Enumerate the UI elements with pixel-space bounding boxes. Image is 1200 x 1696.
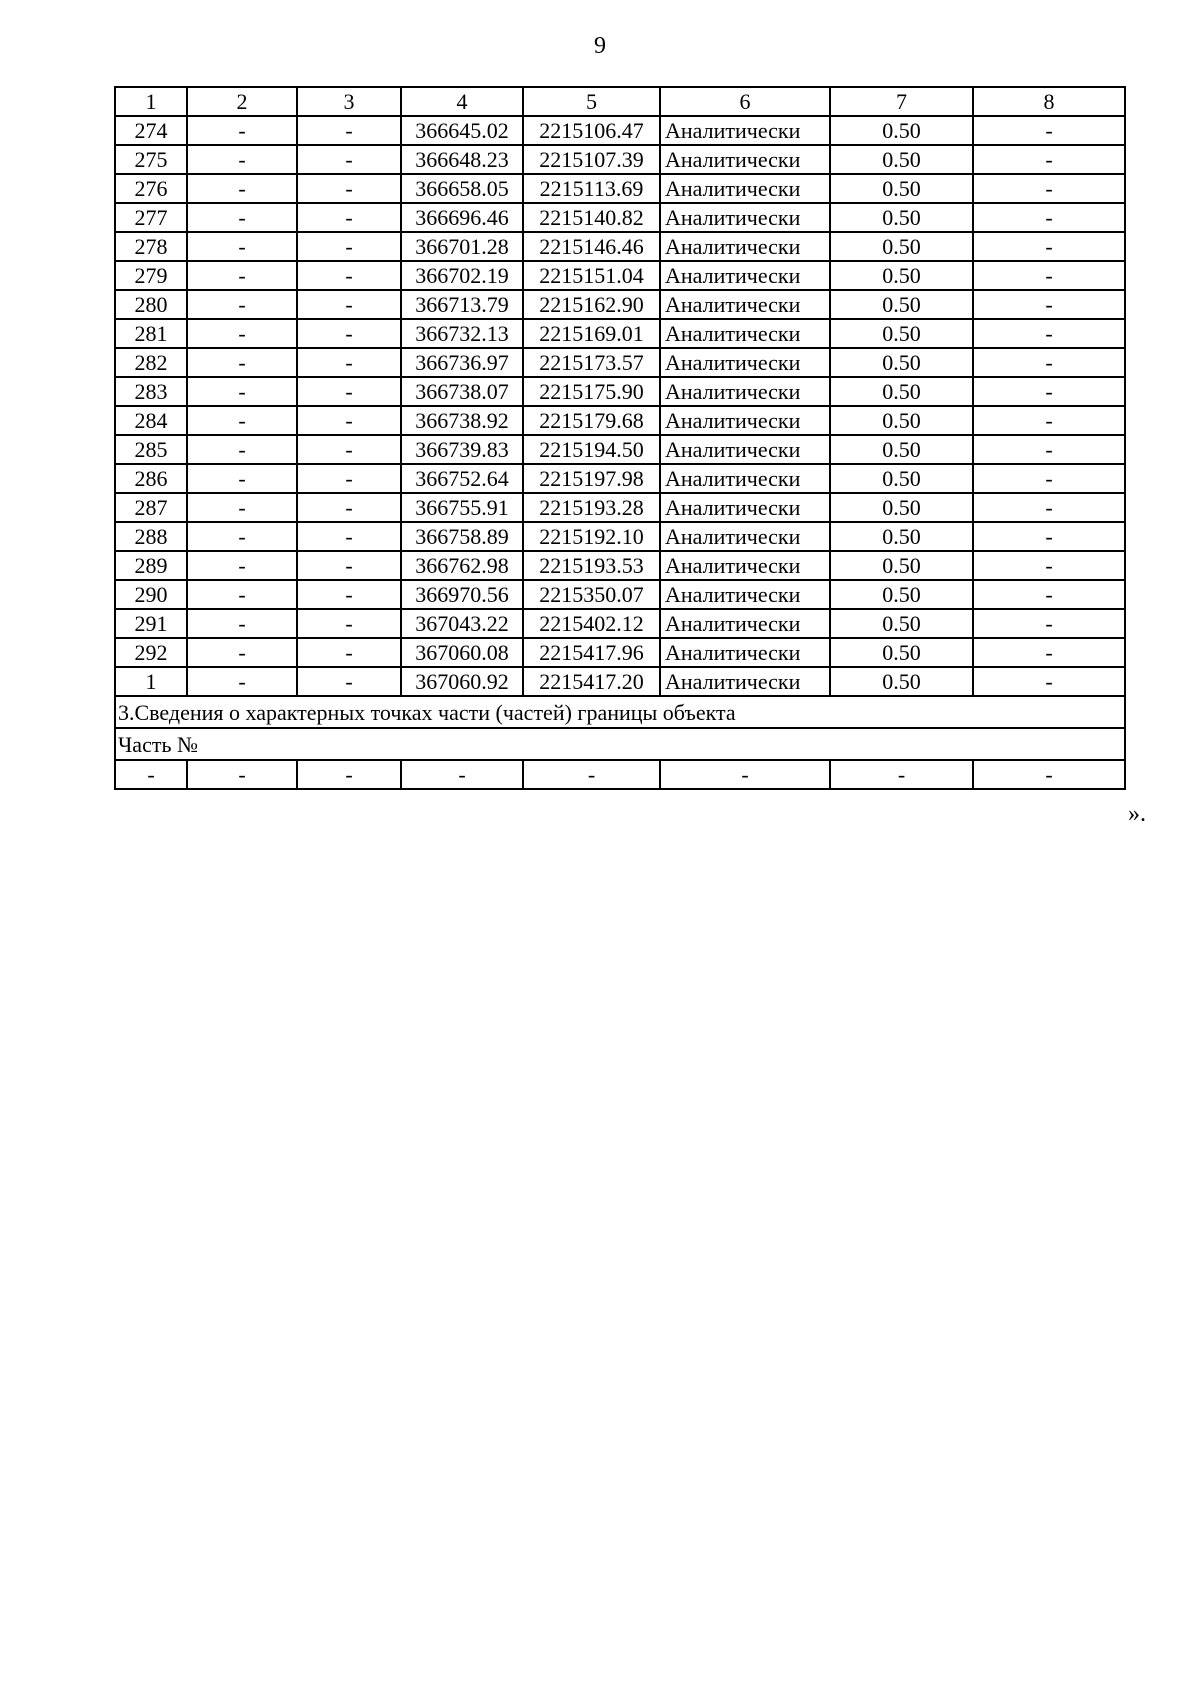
coordinates-table <box>114 86 1126 790</box>
table-cell: 281 <box>115 319 187 348</box>
column-header-cell: 3 <box>297 87 401 116</box>
table-cell: - <box>187 290 297 319</box>
table-cell: - <box>187 464 297 493</box>
table-body <box>115 87 1125 789</box>
table-cell: - <box>973 290 1125 319</box>
table-cell: - <box>187 232 297 261</box>
table-cell: 2215194.50 <box>523 435 660 464</box>
table-cell: - <box>115 760 187 789</box>
table-cell: 367060.92 <box>401 667 523 696</box>
table-cell: - <box>973 348 1125 377</box>
table-row <box>115 319 1125 348</box>
column-header-cell: 8 <box>973 87 1125 116</box>
table-cell: - <box>297 522 401 551</box>
table-cell: 366736.97 <box>401 348 523 377</box>
table-cell: 0.50 <box>830 319 973 348</box>
table-cell: - <box>297 232 401 261</box>
table-cell: 0.50 <box>830 435 973 464</box>
table-cell: 2215175.90 <box>523 377 660 406</box>
table-cell: - <box>973 522 1125 551</box>
table-cell: - <box>187 261 297 290</box>
table-cell: 366762.98 <box>401 551 523 580</box>
table-cell: 280 <box>115 290 187 319</box>
table-cell: - <box>187 319 297 348</box>
table-row <box>115 551 1125 580</box>
table-cell: Аналитически <box>660 232 830 261</box>
table-cell: - <box>973 760 1125 789</box>
table-cell: 2215146.46 <box>523 232 660 261</box>
table-cell: - <box>297 667 401 696</box>
column-header-cell: 2 <box>187 87 297 116</box>
table-cell: 292 <box>115 638 187 667</box>
table-cell: 2215107.39 <box>523 145 660 174</box>
table-cell: 0.50 <box>830 290 973 319</box>
table-row <box>115 493 1125 522</box>
table-cell: 2215417.20 <box>523 667 660 696</box>
table-cell: - <box>297 377 401 406</box>
table-cell: 2215162.90 <box>523 290 660 319</box>
table-cell: - <box>973 232 1125 261</box>
table-cell: - <box>187 377 297 406</box>
table-cell: - <box>187 580 297 609</box>
table-cell: Аналитически <box>660 348 830 377</box>
table-row <box>115 522 1125 551</box>
table-cell: 2215169.01 <box>523 319 660 348</box>
table-cell: - <box>187 760 297 789</box>
table-cell: 0.50 <box>830 348 973 377</box>
table-cell: - <box>187 116 297 145</box>
table-cell: - <box>297 406 401 435</box>
table-cell: - <box>297 493 401 522</box>
table-row <box>115 116 1125 145</box>
table-cell: - <box>297 116 401 145</box>
part-label-row <box>115 728 1125 760</box>
table-cell: - <box>973 145 1125 174</box>
table-cell: 2215106.47 <box>523 116 660 145</box>
table-cell: - <box>973 493 1125 522</box>
table-cell: 2215193.28 <box>523 493 660 522</box>
table-cell: 284 <box>115 406 187 435</box>
table-cell: - <box>297 348 401 377</box>
table-cell: - <box>973 464 1125 493</box>
table-cell: 366732.13 <box>401 319 523 348</box>
table-cell: 0.50 <box>830 377 973 406</box>
table-cell: Аналитически <box>660 174 830 203</box>
table-cell: 366713.79 <box>401 290 523 319</box>
table-cell: - <box>973 203 1125 232</box>
table-cell: 366739.83 <box>401 435 523 464</box>
table-cell: 278 <box>115 232 187 261</box>
table-cell: 274 <box>115 116 187 145</box>
table-cell: 0.50 <box>830 580 973 609</box>
table-cell: Аналитически <box>660 493 830 522</box>
table-cell: 2215173.57 <box>523 348 660 377</box>
table-row <box>115 290 1125 319</box>
table-cell: Аналитически <box>660 261 830 290</box>
table-cell: 2215113.69 <box>523 174 660 203</box>
table-cell: - <box>401 760 523 789</box>
table-cell: 366702.19 <box>401 261 523 290</box>
table-row <box>115 174 1125 203</box>
table-cell: Аналитически <box>660 551 830 580</box>
table-cell: 2215193.53 <box>523 551 660 580</box>
table-cell: - <box>973 261 1125 290</box>
table-cell: - <box>187 348 297 377</box>
table-cell: 366645.02 <box>401 116 523 145</box>
table-cell: - <box>297 638 401 667</box>
table-cell: 2215179.68 <box>523 406 660 435</box>
table-cell: - <box>973 174 1125 203</box>
table-cell: - <box>973 116 1125 145</box>
table-cell: - <box>187 522 297 551</box>
table-row <box>115 580 1125 609</box>
table-cell: 2215197.98 <box>523 464 660 493</box>
table-row <box>115 406 1125 435</box>
table-cell: - <box>187 638 297 667</box>
table-cell: - <box>297 464 401 493</box>
table-cell: 366701.28 <box>401 232 523 261</box>
table-cell: Аналитически <box>660 319 830 348</box>
column-header-cell: 6 <box>660 87 830 116</box>
table-cell: Аналитически <box>660 580 830 609</box>
table-cell: - <box>297 435 401 464</box>
table-cell: 0.50 <box>830 638 973 667</box>
table-cell: 2215192.10 <box>523 522 660 551</box>
table-cell: - <box>297 290 401 319</box>
table-cell: Аналитически <box>660 116 830 145</box>
table-cell: - <box>973 609 1125 638</box>
table-cell: Аналитически <box>660 290 830 319</box>
section3-title-row-cell: 3.Сведения о характерных точках части (частей) границы объекта <box>115 696 1125 728</box>
table-cell: 288 <box>115 522 187 551</box>
table-cell: - <box>660 760 830 789</box>
table-cell: 0.50 <box>830 667 973 696</box>
table-row <box>115 638 1125 667</box>
table-cell: - <box>973 551 1125 580</box>
table-cell: 1 <box>115 667 187 696</box>
closing-quote-mark: ». <box>1128 801 1146 827</box>
table-cell: 287 <box>115 493 187 522</box>
table-cell: 366755.91 <box>401 493 523 522</box>
table-cell: 2215350.07 <box>523 580 660 609</box>
table-cell: 291 <box>115 609 187 638</box>
table-cell: - <box>973 319 1125 348</box>
table-cell: 367043.22 <box>401 609 523 638</box>
table-cell: 0.50 <box>830 406 973 435</box>
table-row <box>115 145 1125 174</box>
table-cell: - <box>187 174 297 203</box>
table-cell: 366970.56 <box>401 580 523 609</box>
table-cell: Аналитически <box>660 145 830 174</box>
part-row <box>115 760 1125 789</box>
table-cell: 276 <box>115 174 187 203</box>
table-cell: Аналитически <box>660 464 830 493</box>
table-row <box>115 261 1125 290</box>
table-cell: - <box>187 435 297 464</box>
table-row <box>115 203 1125 232</box>
table-cell: - <box>830 760 973 789</box>
table-cell: 282 <box>115 348 187 377</box>
table-cell: - <box>973 435 1125 464</box>
table-cell: Аналитически <box>660 638 830 667</box>
table-cell: Аналитически <box>660 203 830 232</box>
table-cell: Аналитически <box>660 522 830 551</box>
table-cell: - <box>297 261 401 290</box>
table-cell: 279 <box>115 261 187 290</box>
table-cell: - <box>187 493 297 522</box>
table-cell: 366752.64 <box>401 464 523 493</box>
table-cell: - <box>187 145 297 174</box>
table-cell: 286 <box>115 464 187 493</box>
table-cell: 2215151.04 <box>523 261 660 290</box>
table-row <box>115 609 1125 638</box>
table-cell: - <box>973 580 1125 609</box>
table-cell: - <box>973 377 1125 406</box>
table-cell: 0.50 <box>830 522 973 551</box>
table-cell: - <box>297 174 401 203</box>
table-cell: 0.50 <box>830 203 973 232</box>
table-cell: 367060.08 <box>401 638 523 667</box>
table-cell: - <box>973 406 1125 435</box>
table-cell: Аналитически <box>660 667 830 696</box>
table-row <box>115 232 1125 261</box>
table-cell: - <box>523 760 660 789</box>
page-number: 9 <box>594 33 606 59</box>
table-cell: 277 <box>115 203 187 232</box>
table-cell: 0.50 <box>830 551 973 580</box>
table-cell: 366696.46 <box>401 203 523 232</box>
table-cell: 285 <box>115 435 187 464</box>
table-cell: - <box>187 406 297 435</box>
table-cell: - <box>297 580 401 609</box>
table-cell: Аналитически <box>660 609 830 638</box>
column-header-cell: 4 <box>401 87 523 116</box>
table-cell: 0.50 <box>830 145 973 174</box>
column-header-cell: 5 <box>523 87 660 116</box>
table-cell: 366758.89 <box>401 522 523 551</box>
table-cell: 0.50 <box>830 464 973 493</box>
table-cell: - <box>187 203 297 232</box>
table-cell: 0.50 <box>830 493 973 522</box>
table-cell: 0.50 <box>830 232 973 261</box>
table-cell: 0.50 <box>830 116 973 145</box>
table-row <box>115 377 1125 406</box>
table-cell: 0.50 <box>830 261 973 290</box>
table-cell: - <box>297 609 401 638</box>
table-cell: - <box>297 760 401 789</box>
column-header-cell: 1 <box>115 87 187 116</box>
table-row <box>115 464 1125 493</box>
header-row <box>115 87 1125 116</box>
table-cell: 366658.05 <box>401 174 523 203</box>
section3-title-row <box>115 696 1125 728</box>
table-cell: 275 <box>115 145 187 174</box>
table-cell: 2215140.82 <box>523 203 660 232</box>
table-cell: 290 <box>115 580 187 609</box>
table-cell: - <box>973 667 1125 696</box>
part-label-row-cell: Часть № <box>115 728 1125 760</box>
table-row <box>115 435 1125 464</box>
table-row <box>115 667 1125 696</box>
table-cell: - <box>187 551 297 580</box>
table-cell: - <box>187 609 297 638</box>
table-cell: 366738.92 <box>401 406 523 435</box>
table-cell: - <box>297 203 401 232</box>
table-cell: - <box>187 667 297 696</box>
table-cell: 283 <box>115 377 187 406</box>
table-cell: 2215417.96 <box>523 638 660 667</box>
table-cell: 289 <box>115 551 187 580</box>
table-cell: Аналитически <box>660 406 830 435</box>
column-header-cell: 7 <box>830 87 973 116</box>
table-cell: - <box>297 551 401 580</box>
table-cell: - <box>297 145 401 174</box>
table-cell: Аналитически <box>660 435 830 464</box>
table-cell: 366738.07 <box>401 377 523 406</box>
table-cell: 0.50 <box>830 609 973 638</box>
table-cell: 0.50 <box>830 174 973 203</box>
table-row <box>115 348 1125 377</box>
table-cell: - <box>973 638 1125 667</box>
table-cell: Аналитически <box>660 377 830 406</box>
table-cell: - <box>297 319 401 348</box>
table-cell: 366648.23 <box>401 145 523 174</box>
table-cell: 2215402.12 <box>523 609 660 638</box>
